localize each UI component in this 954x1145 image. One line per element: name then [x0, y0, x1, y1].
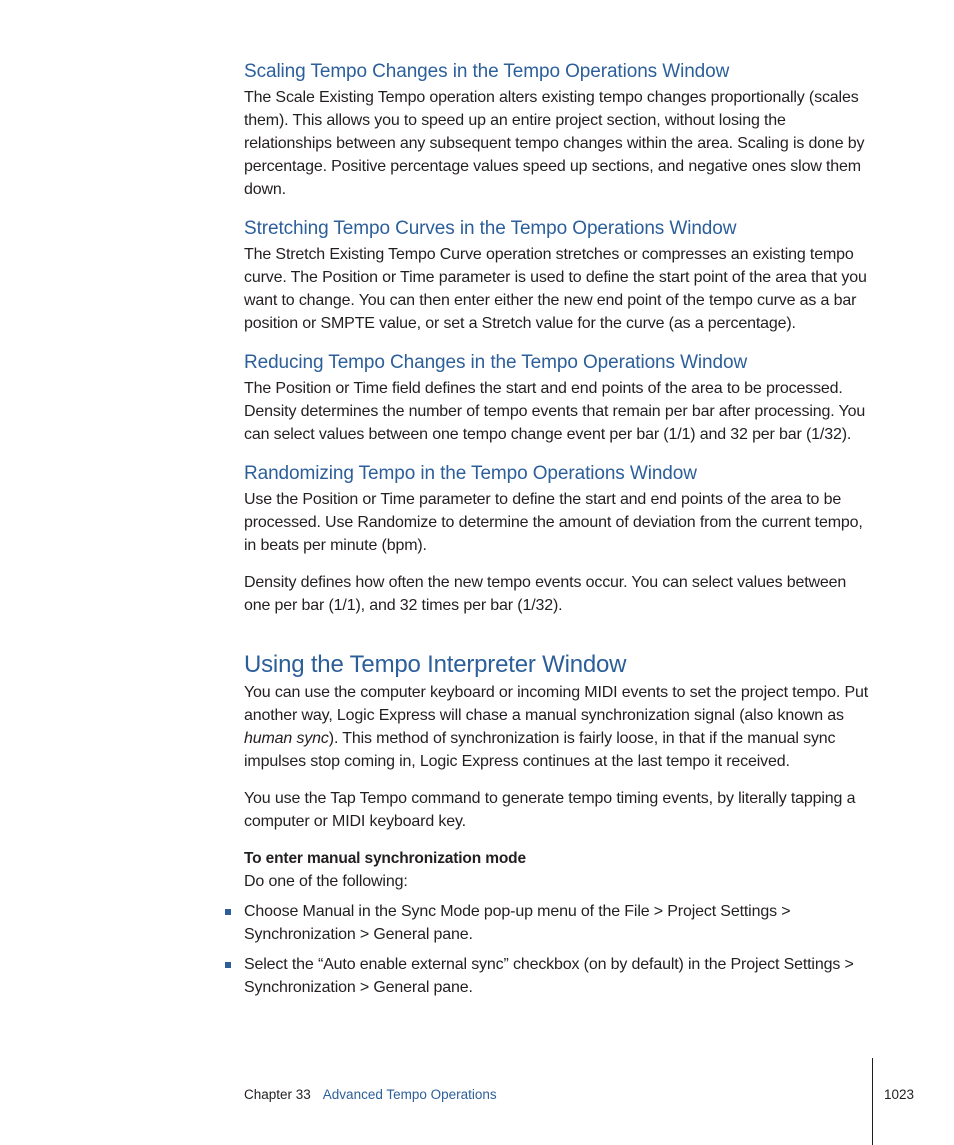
bullet-square-icon: [225, 909, 231, 915]
task-title: To enter manual synchronization mode: [244, 850, 526, 867]
page-number: 1023: [884, 1087, 915, 1102]
section-heading: Scaling Tempo Changes in the Tempo Operations Window: [244, 61, 730, 82]
main-paragraph-1: You can use the computer keyboard or incoming MIDI events to set the project tempo. Put another way, Logic Express will chase a manual synchronization signal (also known as human sync). This method of synchronization is fairly loose, in that if the manual sync impulses stop coming in, Logic Express continues at the last tempo it received.: [244, 684, 869, 770]
main-paragraph-2: You use the Tap Tempo command to generate tempo timing events, by literally tapping a computer or MIDI keyboard key.: [244, 790, 856, 830]
footer-chapter-title: Advanced Tempo Operations: [322, 1087, 497, 1102]
bullet-square-icon: [225, 962, 231, 968]
section-heading: Stretching Tempo Curves in the Tempo Operations Window: [244, 218, 737, 239]
main-section: [244, 649, 876, 999]
section-heading: Randomizing Tempo in the Tempo Operations Window: [244, 463, 697, 484]
section-stretching: [244, 215, 876, 335]
section-scaling: [244, 58, 876, 201]
section-body: Use the Position or Time parameter to define the start and end points of the area to be processed. Use Randomize to determine the amount of deviation from the current tempo, in beats per minute (bpm).: [244, 491, 863, 554]
section-body: The Scale Existing Tempo operation alters existing tempo changes proportionally (scales them). This allows you to speed up an entire project section, without losing the relationships between any subsequent tempo changes within the area. Scaling is done by percentage. Positive percentage values speed up sections, and negative ones slow them down.: [244, 89, 865, 198]
footer-divider: [872, 1058, 873, 1145]
page-footer: [244, 1085, 497, 1105]
list-item: Select the “Auto enable external sync” checkbox (on by default) in the Project Settings > Synchronization > General pane.: [244, 953, 876, 999]
section-heading: Reducing Tempo Changes in the Tempo Operations Window: [244, 352, 748, 373]
section-reducing: [244, 349, 876, 446]
main-heading: Using the Tempo Interpreter Window: [244, 651, 627, 678]
section-body: The Stretch Existing Tempo Curve operation stretches or compresses an existing tempo curve. The Position or Time parameter is used to define the start point of the area that you want to change. You can then enter either the new end point of the tempo curve as a bar position or SMPTE value, or set a Stretch value for the curve (as a percentage).: [244, 246, 867, 332]
bullet-list: [244, 900, 876, 999]
section-randomizing: [244, 460, 876, 617]
task-intro: Do one of the following:: [244, 873, 408, 890]
page-content: [244, 58, 876, 999]
human-sync-term: human sync: [244, 730, 329, 747]
footer-chapter: Chapter 33: [244, 1087, 311, 1102]
section-body-2: Density defines how often the new tempo events occur. You can select values between one per bar (1/1), and 32 times per bar (1/32).: [244, 574, 847, 614]
list-item: Choose Manual in the Sync Mode pop-up menu of the File > Project Settings > Synchronization > General pane.: [244, 900, 876, 946]
section-body: The Position or Time field defines the start and end points of the area to be processed. Density determines the number of tempo events that remain per bar after processing. You can select values between one tempo change event per bar (1/1) and 32 per bar (1/32).: [244, 380, 866, 443]
